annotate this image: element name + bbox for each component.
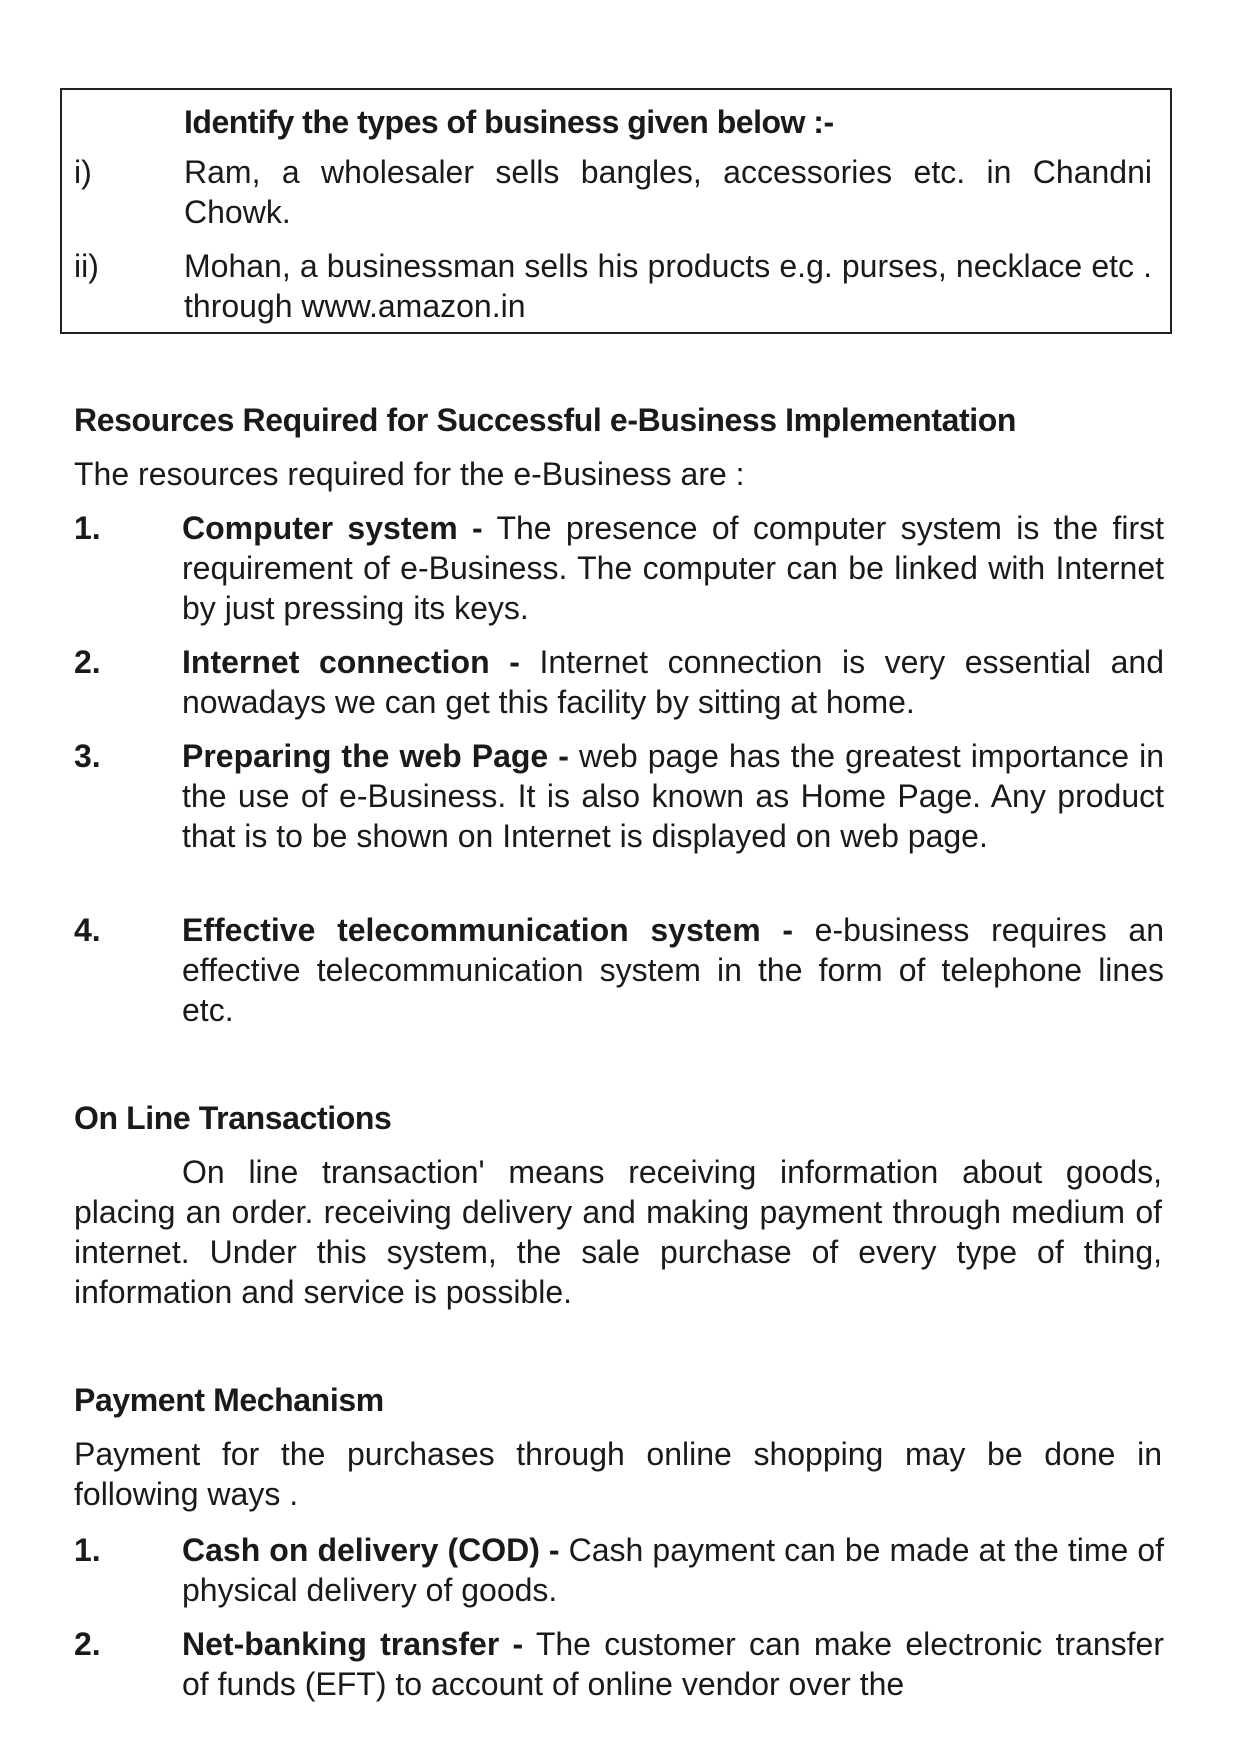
list-text: e-business requires an effective telecommunication system in the form of telephone lines etc. xyxy=(182,912,1165,1028)
list-term: Cash on delivery (COD) - xyxy=(182,1532,560,1568)
list-body xyxy=(182,642,1164,722)
list-number: 2. xyxy=(74,644,101,680)
list-text: The customer can make electronic transfer of funds (EFT) to account of online vendor over the xyxy=(182,1626,1165,1702)
resources-title: Resources Required for Successful e-Business Implementation xyxy=(74,402,1017,438)
payment-intro: Payment for the purchases through online shopping may be done in following ways . xyxy=(74,1436,1162,1512)
list-number: 1. xyxy=(74,1532,101,1568)
exercise-item-marker: i) xyxy=(74,154,92,190)
list-text: The presence of computer system is the first requirement of e-Business. The computer can be linked with Internet by just pressing its keys. xyxy=(182,510,1165,626)
exercise-item-text: Ram, a wholesaler sells bangles, accessories etc. in Chandni Chowk. xyxy=(184,154,1152,230)
list-term: Effective telecommunication system - xyxy=(182,912,793,948)
list-term: Net-banking transfer - xyxy=(182,1626,524,1662)
online-paragraph: On line transaction' means receiving information about goods, placing an order. receiving delivery and making payment through medium of internet. Under this system, the sale purchase of every type of thing, information and service is possible. xyxy=(74,1154,1162,1310)
list-body xyxy=(182,910,1164,1030)
exercise-item-marker: ii) xyxy=(74,248,99,284)
list-number: 1. xyxy=(74,510,101,546)
exercise-heading: Identify the types of business given below :- xyxy=(184,104,834,140)
exercise-item-text: Mohan, a businessman sells his products e.g. purses, necklace etc . through www.amazon.in xyxy=(184,248,1152,324)
resources-intro: The resources required for the e-Business are : xyxy=(74,456,745,492)
list-number: 3. xyxy=(74,738,101,774)
list-body xyxy=(182,1530,1164,1610)
list-number: 4. xyxy=(74,912,101,948)
list-term: Computer system - xyxy=(182,510,483,546)
list-text: Cash payment can be made at the time of physical delivery of goods. xyxy=(182,1532,1165,1608)
exercise-box xyxy=(60,88,1172,334)
list-text: Internet connection is very essential and nowadays we can get this facility by sitting at home. xyxy=(182,644,1165,720)
list-body xyxy=(182,508,1164,628)
list-term: Internet connection - xyxy=(182,644,520,680)
online-title: On Line Transactions xyxy=(74,1100,392,1136)
payment-title: Payment Mechanism xyxy=(74,1382,384,1418)
list-number: 2. xyxy=(74,1626,101,1662)
list-text: web page has the greatest importance in the use of e-Business. It is also known as Home Page. Any product that is to be shown on Internet is displayed on web page. xyxy=(182,738,1165,854)
list-term: Preparing the web Page - xyxy=(182,738,569,774)
list-body xyxy=(182,1624,1164,1704)
list-body xyxy=(182,736,1164,856)
